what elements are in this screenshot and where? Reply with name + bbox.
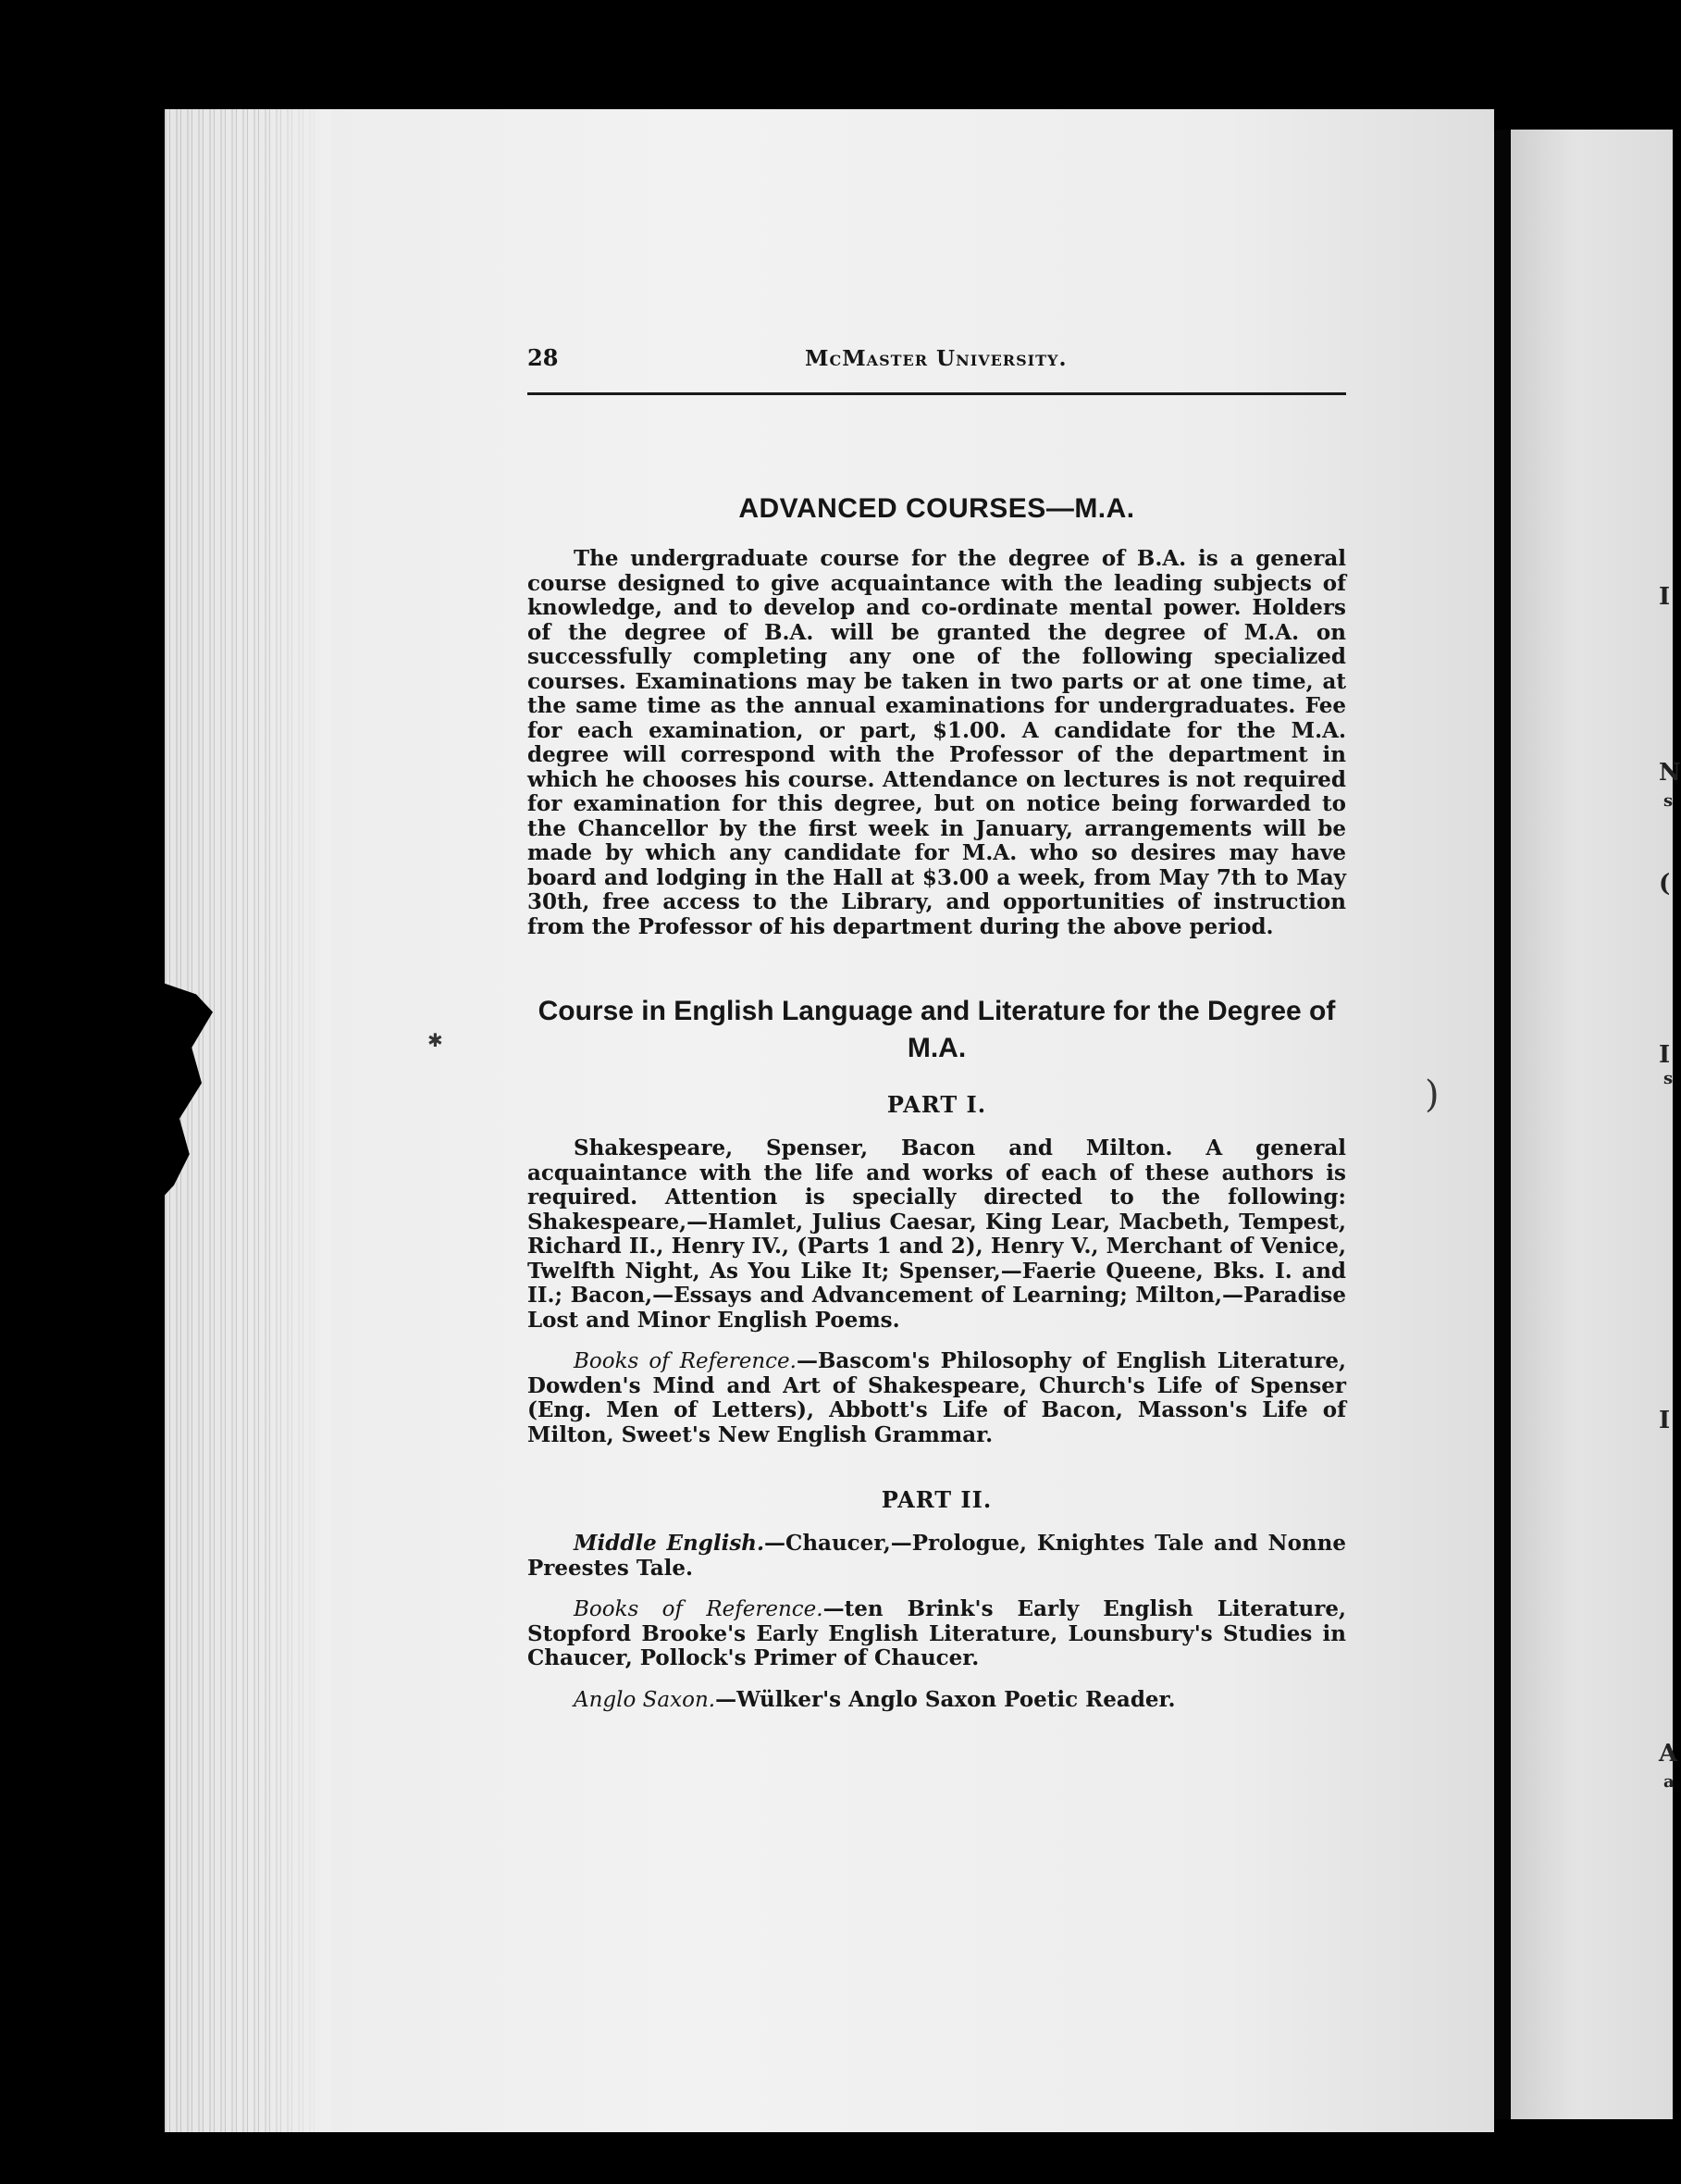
facing-page-mark: N — [1659, 759, 1681, 787]
facing-page-mark: A — [1659, 1740, 1678, 1768]
middle-english-label: Middle English. — [574, 1531, 765, 1556]
references-label: Books of Reference. — [574, 1349, 797, 1373]
page-edge-fade — [257, 109, 331, 2132]
references-text: —Bascom's Philosophy of English Literature, Dowden's Mind and Art of Shakespeare, Church's Life of Spenser (Eng. Men of Letters), Abbott's Life of Bacon, Masson's Life of Milton, Sweet's New English Grammar. — [527, 1348, 1346, 1447]
book-spine — [1494, 130, 1511, 2119]
anglo-saxon-text: —Wülker's Anglo Saxon Poetic Reader. — [715, 1686, 1176, 1712]
part-one-heading: PART I. — [886, 1091, 987, 1118]
facing-page-mark: I — [1659, 1041, 1671, 1069]
facing-page-mark: ( — [1659, 870, 1671, 898]
anglo-saxon-paragraph — [527, 1688, 1346, 1713]
running-head — [527, 342, 1346, 379]
anglo-saxon-label: Anglo Saxon. — [574, 1687, 716, 1712]
advanced-intro-paragraph: The undergraduate course for the degree of B.A. is a general course designed to give acquaintance with the leading subjects of knowledge, and to develop and co-ordinate mental power. Holders of the degree of B.A. will be granted the degree of M.A. on successfully completing any one of the following specialized courses. Examinations may be taken in two parts or at one time, at the same time as the annual examinations for undergraduates. Fee for each examination, or part, $1.00. A candidate for the M.A. degree will correspond with the Professor of the department in which he chooses his course. Attendance on lectures is not required for examination for this degree, but on notice being forwarded to the Chancellor by the first week in January, arrangements will be made by which any candidate for M.A. who so desires may have board and lodging in the Hall at $3.00 a week, from May 7th to May 30th, free access to the Library, and opportunities of instruction from the Professor of his department during the above period. — [527, 546, 1346, 939]
section-title: ADVANCED COURSES—M.A. — [738, 493, 1135, 524]
facing-page-mark: a — [1663, 1772, 1675, 1792]
page-content — [527, 342, 1346, 1712]
middle-english-text: —Chaucer,—Prologue, Knightes Tale and Nonne Preestes Tale. — [527, 1531, 1346, 1581]
ink-speck: ✱ — [427, 1029, 443, 1051]
facing-page-mark: s — [1663, 1069, 1674, 1088]
facing-page-mark: I — [1659, 583, 1671, 611]
course-title: Course in English Language and Literature for the Degree of M.A. — [538, 996, 1336, 1063]
facing-page-mark: I — [1659, 1407, 1671, 1434]
facing-page-mark: s — [1663, 791, 1674, 811]
references-label: Books of Reference. — [574, 1597, 823, 1621]
running-head-title: McMaster University. — [805, 346, 1068, 371]
middle-english-paragraph — [527, 1532, 1346, 1581]
part-one-references — [527, 1349, 1346, 1447]
part-two-references — [527, 1597, 1346, 1671]
header-rule — [527, 392, 1346, 395]
part-one-paragraph: Shakespeare, Spenser, Bacon and Milton. A general acquaintance with the life and works of each of these authors is required. Attention is specially directed to the following: Shakespeare,—Hamlet, Julius Caesar, King Lear, Macbeth, Tempest, Richard II., Henry IV., (Parts 1 and 2), Henry V., Merchant of Venice, Twelfth Night, As You Like It; Spenser,—Faerie Queene, Bks. I. and II.; Bacon,—Essays and Advancement of Learning; Milton,—Paradise Lost and Minor English Poems. — [527, 1135, 1346, 1333]
pencil-mark: ) — [1425, 1073, 1440, 1116]
page-number: 28 — [527, 344, 559, 371]
part-two-heading: PART II. — [881, 1486, 993, 1513]
references-text: —ten Brink's Early English Literature, Stopford Brooke's Early English Literature, Lounsbury's Studies in Chaucer, Pollock's Primer of Chaucer. — [527, 1596, 1346, 1670]
facing-page — [1511, 130, 1681, 2119]
